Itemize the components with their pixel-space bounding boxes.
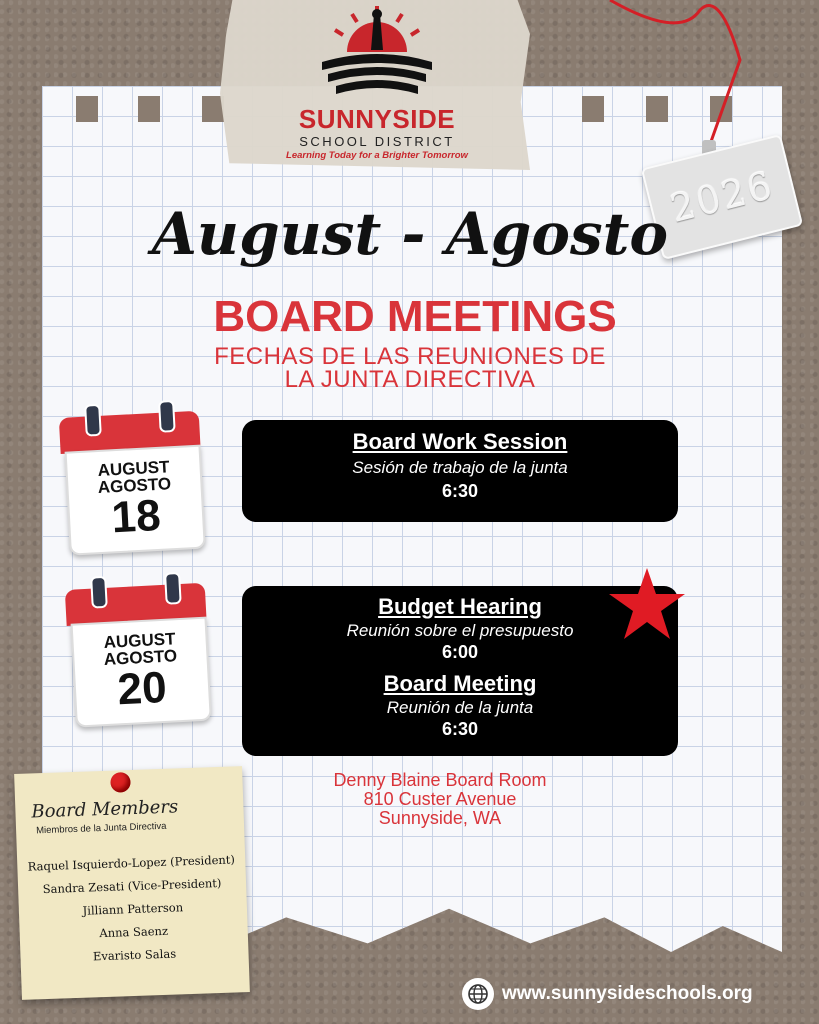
globe-icon [462, 978, 494, 1010]
logo-tagline: Learning Today for a Brighter Tomorrow [286, 150, 468, 161]
paper-hole [202, 96, 224, 122]
event-title: Budget Hearing [378, 594, 542, 619]
venue-street: 810 Custer Avenue [363, 789, 517, 809]
pushpin-icon [110, 772, 131, 793]
calendar-day: 18 [110, 490, 162, 543]
calendar-day: 20 [116, 662, 168, 715]
board-member: Raquel Isquierdo-Lopez (President) [27, 852, 236, 874]
calendar-august-20 [64, 570, 222, 728]
lanyard-cord-icon [590, 0, 750, 170]
event-time: 6:00 [441, 642, 479, 662]
event-box-aug-18 [242, 420, 678, 522]
website-link[interactable] [462, 978, 753, 1010]
district-logo [262, 4, 562, 164]
event-time: 6:30 [441, 481, 479, 501]
event-subtitle: Reunión de la junta [386, 698, 534, 717]
spanish-subtitle-line2: LA JUNTA DIRECTIVA [284, 366, 536, 393]
paper-hole [138, 96, 160, 122]
event-subtitle: Reunión sobre el presupuesto [346, 621, 574, 640]
spanish-subtitle [150, 345, 670, 391]
calendar-page [71, 617, 212, 728]
board-member: Sandra Zesati (Vice-President) [42, 875, 222, 897]
board-member: Anna Saenz [99, 923, 169, 941]
event-title: Board Meeting [383, 671, 537, 696]
venue-address [280, 771, 600, 828]
board-member: Jilliann Patterson [82, 900, 184, 918]
board-meetings-title: BOARD MEETINGS [213, 292, 617, 341]
calendar-ring-icon [84, 404, 102, 437]
star-icon [607, 566, 687, 642]
calendar-month-en: AUGUST [97, 457, 170, 481]
calendar-month-es: AGOSTO [97, 474, 172, 498]
event-time: 6:30 [441, 719, 479, 739]
calendar-august-18 [58, 398, 216, 556]
calendar-ring-icon [90, 576, 108, 609]
calendar-ring-icon [164, 572, 182, 605]
sun-book-logo-icon [302, 4, 452, 99]
year-tag-text: 2026 [665, 162, 779, 232]
calendar-ring-icon [158, 400, 176, 433]
event-title: Board Work Session [352, 429, 568, 454]
venue-city: Sunnyside, WA [378, 808, 502, 828]
event-subtitle: Sesión de trabajo de la junta [352, 458, 568, 477]
board-members-subtitle: Miembros de la Junta Directiva [35, 820, 167, 837]
spanish-subtitle-line1: FECHAS DE LAS REUNIONES DE [214, 343, 606, 370]
month-script-title: August - Agosto [151, 200, 669, 268]
logo-subtitle: SCHOOL DISTRICT [299, 134, 455, 149]
calendar-page [65, 445, 206, 556]
board-members-title: Board Members [31, 796, 179, 823]
website-url[interactable]: www.sunnysideschools.org [502, 983, 753, 1004]
board-member: Evaristo Salas [92, 946, 177, 964]
paper-hole [76, 96, 98, 122]
logo-name: SUNNYSIDE [298, 104, 456, 134]
calendar-month-es: AGOSTO [103, 646, 178, 670]
calendar-month-en: AUGUST [103, 629, 176, 653]
board-members-list [17, 848, 249, 971]
board-members-note [14, 766, 250, 1000]
venue-room: Denny Blaine Board Room [333, 770, 547, 790]
